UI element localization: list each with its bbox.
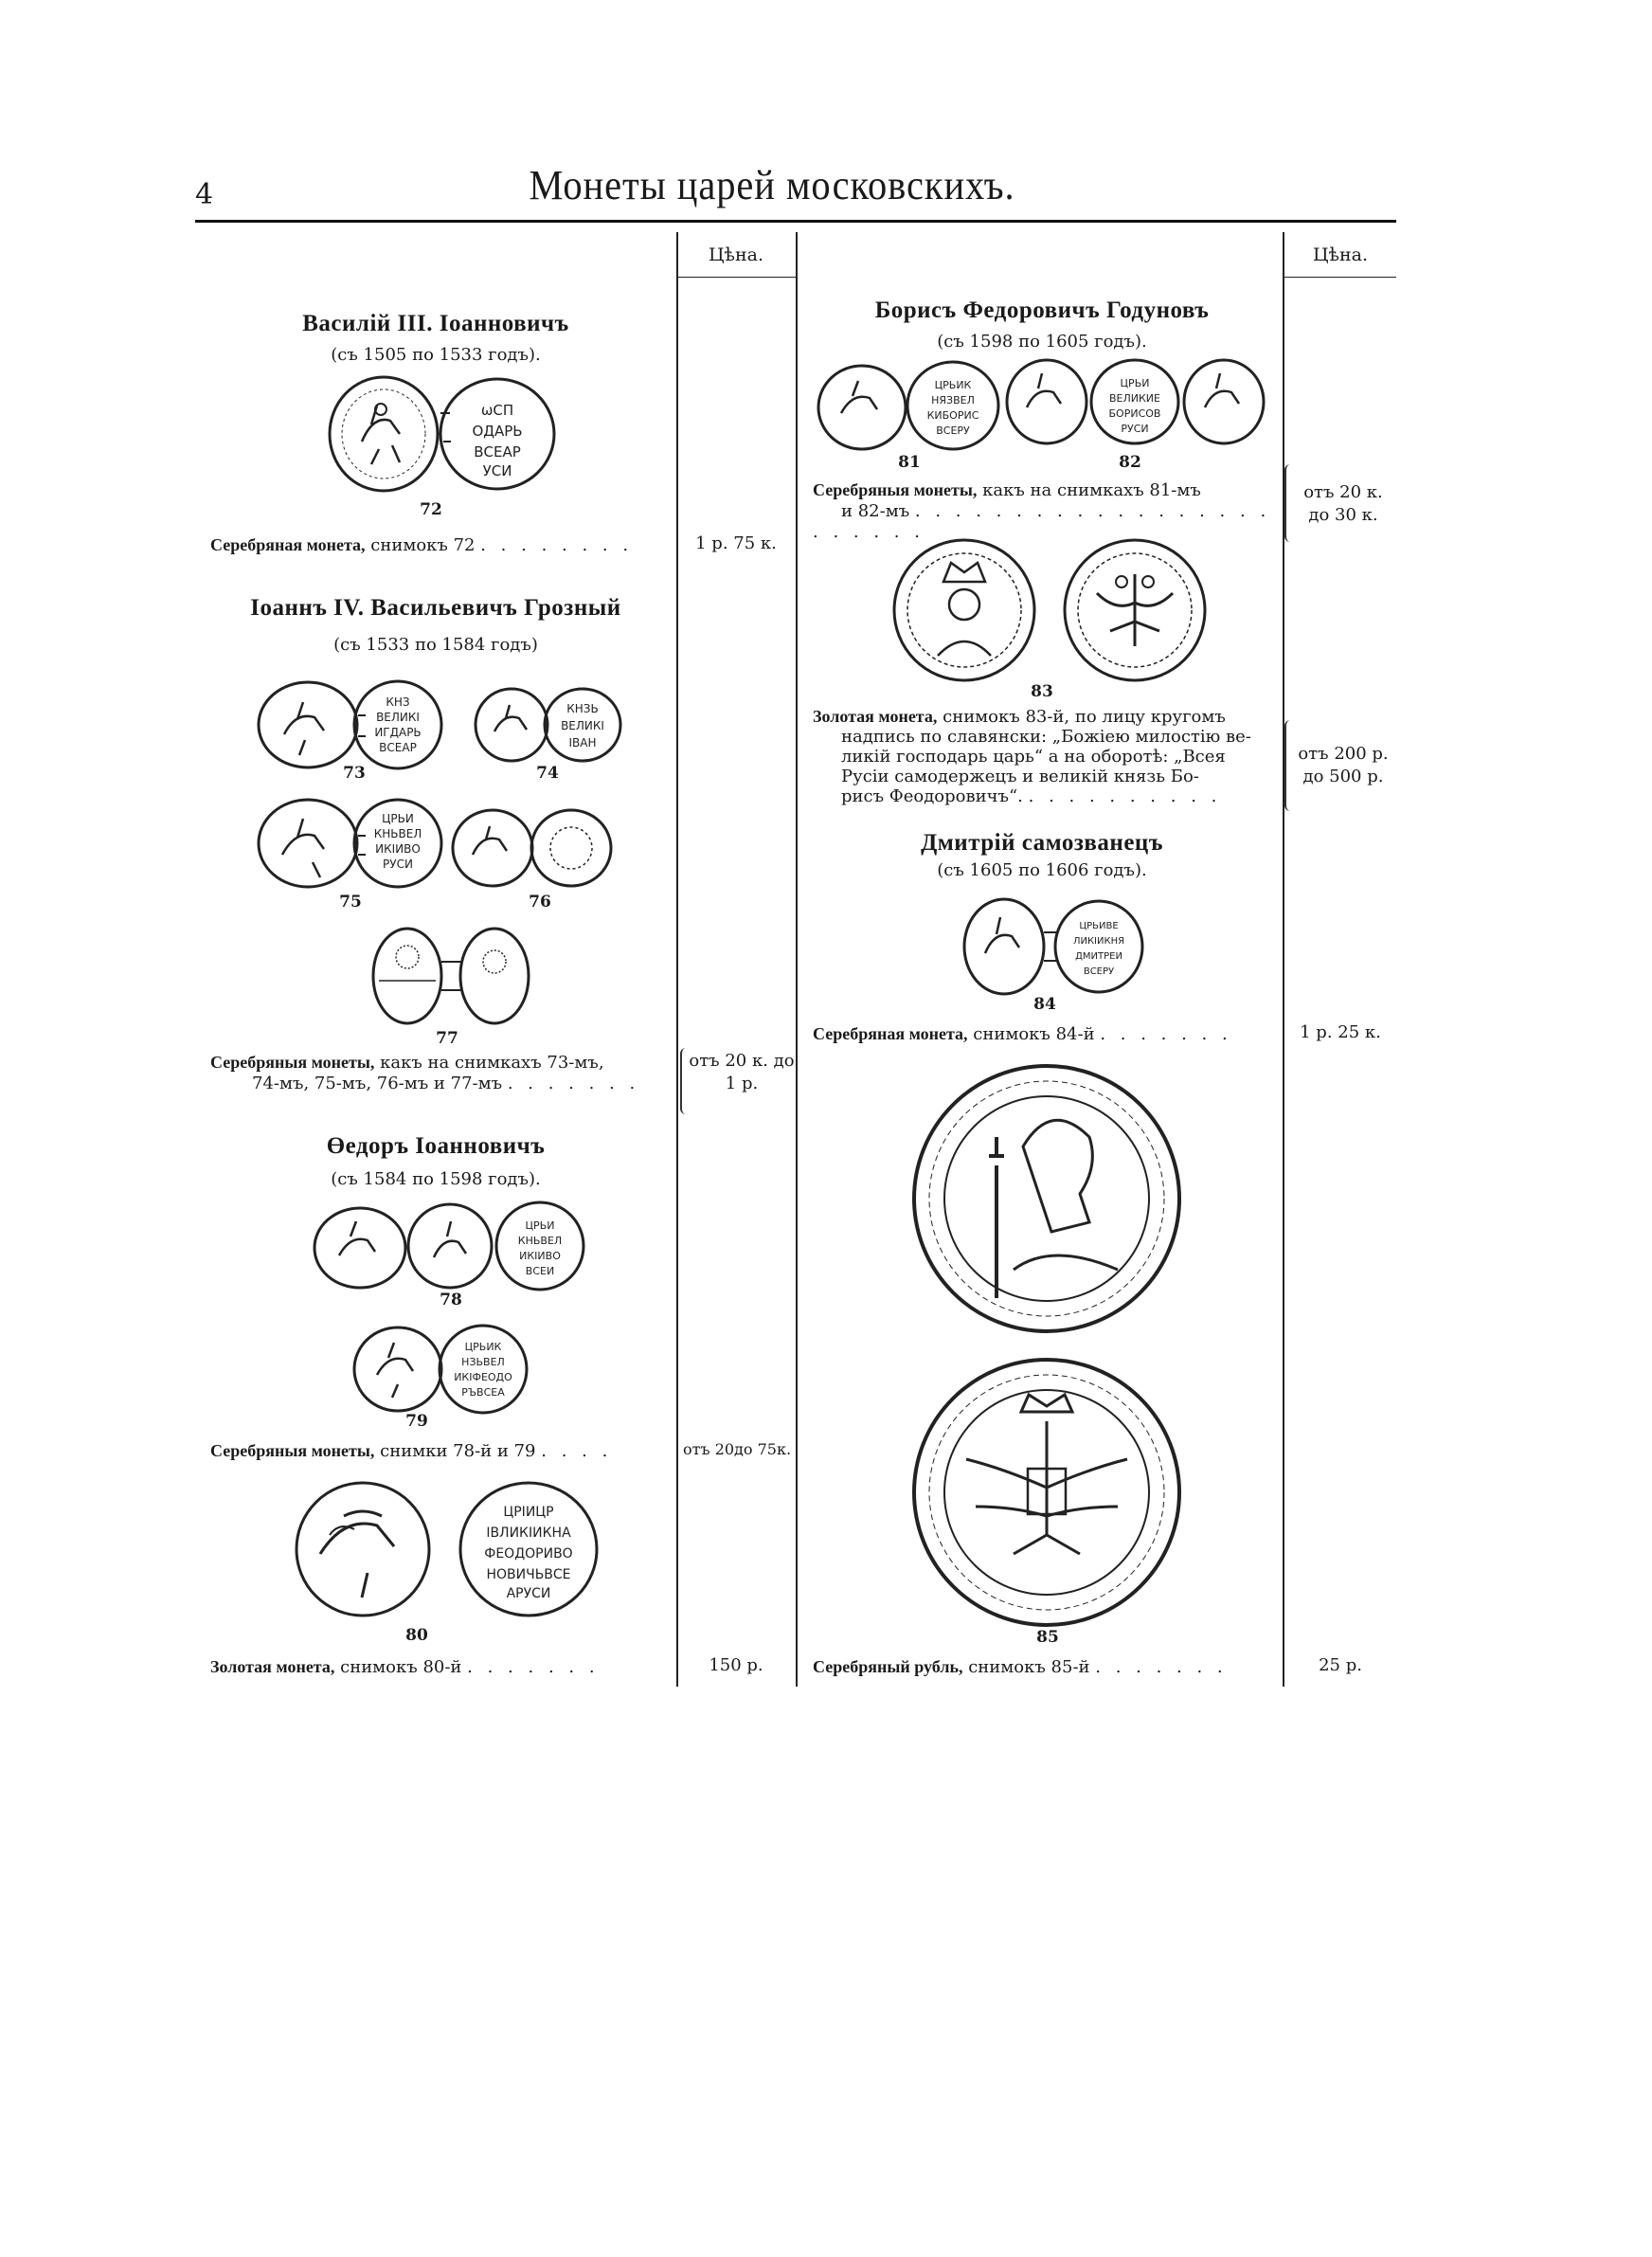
price-line: до 500 р. bbox=[1302, 767, 1384, 786]
header-rule bbox=[195, 220, 1396, 223]
description-bold: Серебряныя монеты, bbox=[210, 1441, 375, 1460]
coin-image bbox=[350, 1322, 530, 1417]
svg-text:РЪВСЕА: РЪВСЕА bbox=[461, 1386, 505, 1399]
svg-text:ВСЕРУ: ВСЕРУ bbox=[936, 424, 970, 437]
svg-text:ЦРЬИ: ЦРЬИ bbox=[382, 812, 414, 825]
description-text: рисъ Феодоровичъ“. bbox=[841, 786, 1023, 806]
svg-text:ВСЕИ: ВСЕИ bbox=[525, 1265, 555, 1277]
ruler-name: Өедоръ Іоанновичъ bbox=[326, 1133, 546, 1159]
item-description bbox=[210, 1656, 674, 1678]
item-price: 1 р. 75 к. bbox=[695, 533, 777, 553]
item-description bbox=[210, 1440, 674, 1462]
svg-text:КНЗЬ: КНЗЬ bbox=[566, 702, 599, 715]
price-header-right: Цѣна. bbox=[1312, 244, 1369, 265]
svg-text:ѡСП: ѡСП bbox=[480, 402, 514, 419]
leader-dots: . . . . . . . . bbox=[480, 535, 634, 555]
description-bold: Серебряныя монеты, bbox=[813, 480, 978, 499]
coin-image bbox=[322, 375, 568, 498]
figure-number: 79 bbox=[405, 1412, 428, 1431]
price-line: 1 р. bbox=[725, 1074, 759, 1093]
figure-number: 74 bbox=[536, 764, 559, 783]
svg-text:РУСИ: РУСИ bbox=[1121, 423, 1149, 435]
price-line: до 30 к. bbox=[1308, 505, 1378, 525]
svg-text:БОРИСОВ: БОРИСОВ bbox=[1108, 407, 1161, 420]
svg-text:ИКІФЕОДО: ИКІФЕОДО bbox=[454, 1371, 512, 1383]
svg-text:ВСЕАР: ВСЕАР bbox=[379, 741, 417, 754]
item-description bbox=[813, 479, 1281, 543]
svg-text:КИБОРИС: КИБОРИС bbox=[926, 409, 979, 422]
svg-text:ВЕЛИКІ: ВЕЛИКІ bbox=[561, 719, 604, 732]
description-text: Русіи самодержецъ и великій князь Бо- bbox=[841, 767, 1199, 786]
svg-text:ИКІИВО: ИКІИВО bbox=[375, 842, 421, 856]
reign-dates: (съ 1584 по 1598 годъ). bbox=[331, 1169, 541, 1189]
coin-image bbox=[313, 1199, 587, 1293]
svg-text:ЦРЬИК: ЦРЬИК bbox=[934, 379, 972, 391]
description-text: ликій господарь царь“ а на оборотѣ: „Всея bbox=[841, 747, 1226, 767]
leader-dots: . . . . . . . bbox=[507, 1074, 640, 1093]
svg-text:ДМИТРЕИ: ДМИТРЕИ bbox=[1075, 951, 1122, 962]
figure-number: 80 bbox=[405, 1626, 428, 1645]
description-text: 74-мъ, 75-мъ, 76-мъ и 77-мъ bbox=[252, 1074, 503, 1093]
coin-image bbox=[890, 536, 1212, 684]
svg-text:ЦРІИЦР: ЦРІИЦР bbox=[503, 1505, 554, 1520]
item-price: 1 р. 25 к. bbox=[1300, 1022, 1381, 1042]
figure-number: 78 bbox=[440, 1291, 462, 1309]
description-text: снимокъ 84-й bbox=[973, 1024, 1095, 1044]
svg-text:ИГДАРЬ: ИГДАРЬ bbox=[374, 726, 422, 739]
figure-number: 77 bbox=[436, 1029, 458, 1048]
coin-image bbox=[450, 805, 620, 891]
item-description bbox=[813, 707, 1281, 806]
svg-text:КНЬВЕЛ: КНЬВЕЛ bbox=[373, 827, 422, 840]
item-description bbox=[210, 1052, 674, 1094]
svg-text:ИКІИВО: ИКІИВО bbox=[519, 1250, 561, 1262]
svg-text:АРУСИ: АРУСИ bbox=[506, 1586, 551, 1601]
ruler-name: Іоаннъ IV. Васильевичъ Грозный bbox=[250, 595, 621, 621]
leader-dots: . . . . . . . bbox=[1100, 1024, 1232, 1044]
description-bold: Серебряный рубль, bbox=[813, 1657, 963, 1676]
item-price: 25 р. bbox=[1319, 1655, 1362, 1675]
description-text: и 82-мъ bbox=[841, 501, 910, 521]
description-bold: Серебряная монета, bbox=[813, 1024, 968, 1043]
reign-dates: (съ 1505 по 1533 годъ). bbox=[331, 345, 541, 365]
coin-image bbox=[957, 894, 1146, 999]
description-text: какъ на снимкахъ 73-мъ, bbox=[380, 1053, 604, 1073]
figure-number: 83 bbox=[1031, 682, 1053, 701]
figure-number: 75 bbox=[339, 893, 362, 912]
price-line: отъ 200 р. bbox=[1298, 744, 1389, 764]
coin-image bbox=[256, 677, 445, 772]
coin-image bbox=[815, 358, 1004, 453]
figure-number: 84 bbox=[1033, 995, 1056, 1014]
description-bold: Серебряная монета, bbox=[210, 535, 366, 554]
coin-image bbox=[474, 682, 625, 767]
svg-text:ЦРЬИ: ЦРЬИ bbox=[525, 1219, 555, 1232]
ruler-name: Дмитрій самозванецъ bbox=[921, 830, 1163, 856]
description-text: надпись по славянски: „Божiею милостію ве- bbox=[841, 727, 1251, 747]
leader-dots: . . . . . . . . . . bbox=[1028, 786, 1222, 806]
svg-text:ЦРЬИВЕ: ЦРЬИВЕ bbox=[1079, 921, 1119, 931]
coin-image bbox=[909, 1061, 1184, 1630]
right-price-divider bbox=[1283, 232, 1284, 1687]
figure-number: 76 bbox=[529, 893, 551, 912]
svg-text:КНЗ: КНЗ bbox=[386, 695, 410, 709]
page-number: 4 bbox=[195, 178, 214, 211]
left-price-divider bbox=[676, 232, 678, 1687]
price-line: отъ 20 к. до bbox=[689, 1051, 795, 1071]
coin-image bbox=[292, 1478, 604, 1620]
description-text: снимки 78-й и 79 bbox=[380, 1441, 536, 1461]
svg-text:ФЕОДОРИВО: ФЕОДОРИВО bbox=[484, 1546, 573, 1562]
price-header-left: Цѣна. bbox=[708, 244, 764, 265]
figure-number: 81 bbox=[898, 453, 921, 472]
svg-text:ІВЛИКІИКНА: ІВЛИКІИКНА bbox=[486, 1526, 571, 1541]
svg-text:КНЬВЕЛ: КНЬВЕЛ bbox=[517, 1235, 563, 1247]
description-bold: Золотая монета, bbox=[210, 1657, 335, 1676]
svg-text:ЦРЬИ: ЦРЬИ bbox=[1120, 377, 1150, 389]
reign-dates: (съ 1598 по 1605 годъ). bbox=[937, 332, 1147, 352]
svg-text:НЗЬВЕЛ: НЗЬВЕЛ bbox=[461, 1356, 505, 1368]
svg-text:ВЕЛИКІ: ВЕЛИКІ bbox=[376, 711, 420, 724]
leader-dots: . . . . . . . bbox=[467, 1657, 600, 1677]
svg-text:НОВИЧЬВСЕ: НОВИЧЬВСЕ bbox=[486, 1567, 571, 1582]
page-title: Монеты царей московскихъ. bbox=[529, 162, 1015, 208]
description-text: снимокъ 85-й bbox=[968, 1657, 1090, 1677]
svg-text:ВСЕАР: ВСЕАР bbox=[474, 443, 521, 460]
svg-text:РУСИ: РУСИ bbox=[383, 858, 413, 871]
svg-text:НЯЗВЕЛ: НЯЗВЕЛ bbox=[931, 394, 975, 406]
item-price bbox=[1290, 481, 1396, 527]
description-text: какъ на снимкахъ 81-мъ bbox=[982, 480, 1201, 500]
reign-dates: (съ 1533 по 1584 годъ) bbox=[333, 635, 538, 655]
description-text: снимокъ 80-й bbox=[340, 1657, 462, 1677]
figure-number: 73 bbox=[343, 764, 366, 783]
description-text: снимокъ 72 bbox=[370, 535, 476, 555]
item-price bbox=[1290, 743, 1396, 788]
svg-text:ОДАРЬ: ОДАРЬ bbox=[472, 423, 523, 440]
ruler-name: Василій III. Іоанновичъ bbox=[302, 311, 569, 336]
description-bold: Золотая монета, bbox=[813, 707, 938, 726]
leader-dots: . . . . . . . . . . . . . . . . . . . . . . . . bbox=[813, 501, 1271, 542]
description-bold: Серебряныя монеты, bbox=[210, 1053, 375, 1072]
svg-text:ЛИКІИКНЯ: ЛИКІИКНЯ bbox=[1072, 936, 1125, 947]
column-header-rule bbox=[676, 277, 796, 278]
coin-image bbox=[256, 796, 445, 891]
figure-number: 72 bbox=[420, 500, 442, 519]
price-line: отъ 20 к. bbox=[1303, 482, 1383, 502]
ruler-name: Борисъ Федоровичъ Годуновъ bbox=[874, 298, 1210, 323]
item-description bbox=[813, 1656, 1281, 1678]
left-column-end-rule bbox=[796, 232, 798, 1687]
leader-dots: . . . . . . . bbox=[1095, 1657, 1228, 1677]
column-header-rule bbox=[1283, 277, 1396, 278]
item-description bbox=[813, 1023, 1281, 1045]
svg-text:ВСЕРУ: ВСЕРУ bbox=[1083, 966, 1115, 977]
figure-number: 82 bbox=[1119, 453, 1141, 472]
figure-number: 85 bbox=[1036, 1628, 1059, 1647]
item-price bbox=[686, 1050, 798, 1095]
coin-image bbox=[369, 924, 535, 1028]
item-description bbox=[210, 534, 673, 556]
item-price: 150 р. bbox=[709, 1655, 763, 1675]
item-price: отъ 20до 75к. bbox=[682, 1440, 792, 1458]
svg-text:ВЕЛИКИЕ: ВЕЛИКИЕ bbox=[1109, 392, 1160, 405]
svg-text:ІВАН: ІВАН bbox=[568, 736, 597, 749]
svg-text:ЦРЬИК: ЦРЬИК bbox=[464, 1341, 502, 1353]
leader-dots: . . . . bbox=[541, 1441, 613, 1461]
reign-dates: (съ 1605 по 1606 годъ). bbox=[937, 860, 1147, 880]
description-text: снимокъ 83-й, по лицу кругомъ bbox=[943, 707, 1226, 727]
svg-text:УСИ: УСИ bbox=[482, 462, 512, 479]
coin-image bbox=[1004, 354, 1269, 449]
